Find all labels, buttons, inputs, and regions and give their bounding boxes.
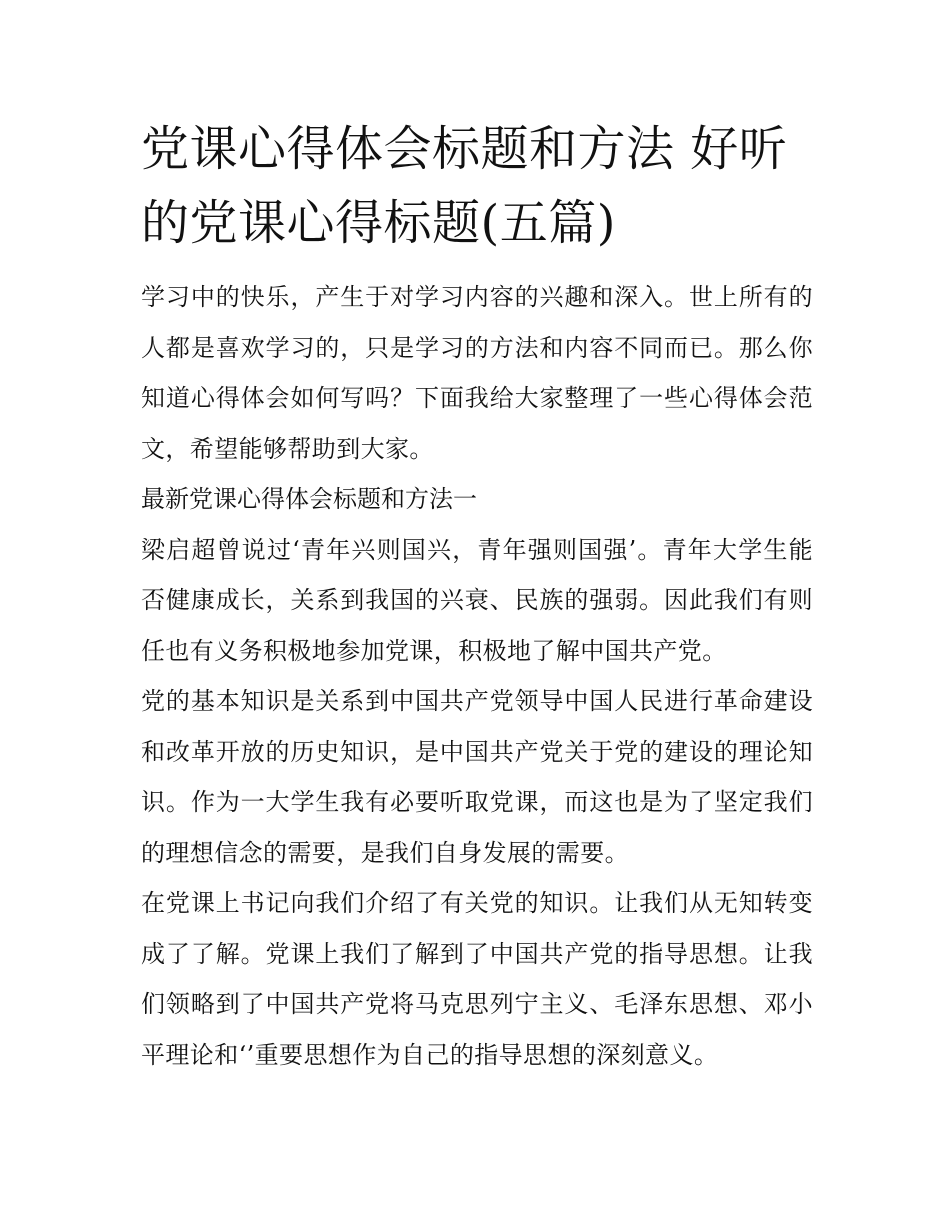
document-title: 党课心得体会标题和方法 好听的党课心得标题(五篇) xyxy=(141,121,788,251)
intro-paragraph: 学习中的快乐，产生于对学习内容的兴趣和深入。世上所有的人都是喜欢学习的，只是学习的方法和内容不同而已。那么你知道心得体会如何写吗？下面我给大家整理了一些心得体会范文，希望能够帮助到大家。 xyxy=(141,283,813,463)
document-page xyxy=(141,112,813,1080)
body-paragraph-1: 梁启超曾说过‘青年兴则国兴，青年强则国强’。青年大学生能否健康成长，关系到我国的兴衰、民族的强弱。因此我们有则任也有义务积极地参加党课，积极地了解中国共产党。 xyxy=(141,535,813,665)
body-paragraph-3: 在党课上书记向我们介绍了有关党的知识。让我们从无知转变成了了解。党课上我们了解到了中国共产党的指导思想。让我们领略到了中国共产党将马克思列宁主义、毛泽东思想、邓小平理论和‘’重要思想作为自己的指导思想的深刻意义。 xyxy=(141,889,813,1069)
section-heading: 最新党课心得体会标题和方法一 xyxy=(141,485,477,513)
body-paragraph-2: 党的基本知识是关系到中国共产党领导中国人民进行革命建设和改革开放的历史知识，是中国共产党关于党的建设的理论知识。作为一大学生我有必要听取党课，而这也是为了坚定我们的理想信念的需要，是我们自身发展的需要。 xyxy=(141,687,813,867)
